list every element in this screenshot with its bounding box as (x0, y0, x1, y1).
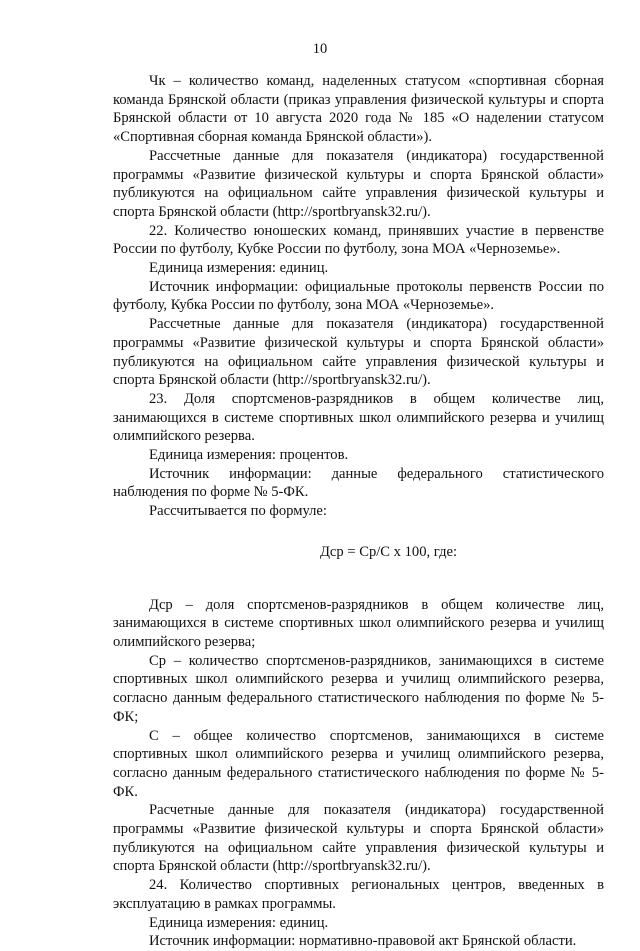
page-number: 10 (312, 41, 328, 57)
paragraph-unit-22: Единица измерения: единиц. (149, 260, 329, 277)
paragraph-chk-definition: Чк – количество команд, наделенных статусом «спортивная сборная команда Брянской области (приказ управления физической культуры и спорта Брянской области от 10 августа 2020 года № 185 «О наделении статусом «Спортивная сборная команда Брянской области»). (113, 73, 604, 146)
paragraph-formula-intro: Рассчитывается по формуле: (149, 503, 327, 520)
paragraph-data-publication-22: Рассчетные данные для показателя (индикатора) государственной программы «Развитие физической культуры и спорта Брянской области» публикуются на официальном сайте управления физической культуры и спорта Брянской области (http://sportbryansk32.ru/). (113, 316, 604, 389)
paragraph-indicator-23: 23. Доля спортсменов-разрядников в общем количестве лиц, занимающихся в системе спортивных школ олимпийского резерва и училищ олимпийского резерва. (113, 390, 604, 445)
paragraph-data-publication: Рассчетные данные для показателя (индикатора) государственной программы «Развитие физической культуры и спорта Брянской области» публикуются на официальном сайте управления физической культуры и спорта Брянской области (http://sportbryansk32.ru/). (113, 147, 604, 220)
paragraph-unit-23: Единица измерения: процентов. (149, 447, 349, 464)
document-body (113, 72, 604, 951)
paragraph-indicator-24: 24. Количество спортивных региональных центров, введенных в эксплуатацию в рамках программы. (113, 877, 604, 912)
spacer (113, 580, 604, 596)
paragraph-source-24: Источник информации: нормативно-правовой акт Брянской области. (149, 933, 577, 950)
formula: Дср = Ср/С х 100, где: (319, 543, 458, 560)
paragraph-dsr-definition: Дср – доля спортсменов-разрядников в общем количестве лиц, занимающихся в системе спортивных школ олимпийского резерва и училищ олимпийского резерва; (113, 596, 604, 650)
paragraph-source-23: Источник информации: данные федерального статистического наблюдения по форме № 5-ФК. (113, 465, 604, 501)
paragraph-s-definition: С – общее количество спортсменов, занимающихся в системе спортивных школ олимпийского резерва и училищ олимпийского резерва, согласно данным федерального статистического наблюдения по форме № 5-ФК. (113, 727, 604, 800)
paragraph-source-22: Источник информации: официальные протоколы первенств России по футболу, Кубка России по футболу, зона МОА «Черноземье». (113, 278, 604, 314)
paragraph-data-publication-23: Расчетные данные для показателя (индикатора) государственной программы «Развитие физической культуры и спорта Брянской области» публикуются на официальном сайте управления физической культуры и спорта Брянской области (http://sportbryansk32.ru/). (113, 802, 604, 875)
paragraph-unit-24: Единица измерения: единиц. (149, 914, 329, 931)
paragraph-sr-definition: Ср – количество спортсменов-разрядников, занимающихся в системе спортивных школ олимпийского резерва и училищ олимпийского резерва, согласно данным федерального статистического наблюдения по форме № 5-ФК; (113, 652, 604, 725)
paragraph-indicator-22: 22. Количество юношеских команд, принявших участие в первенстве России по футболу, Кубке России по футболу, зона МОА «Черноземье». (113, 222, 604, 258)
